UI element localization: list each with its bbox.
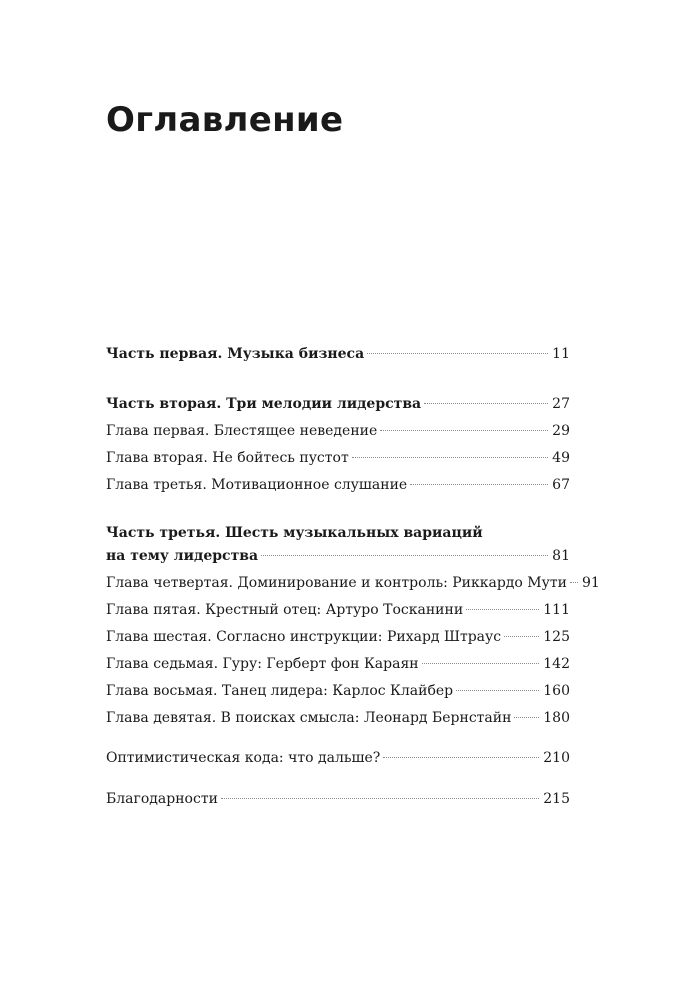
- dot-leader: [383, 757, 539, 758]
- toc-entry-ch8[interactable]: [106, 680, 570, 702]
- toc-entry-ch4[interactable]: [106, 572, 600, 594]
- toc-entry-coda[interactable]: [106, 747, 570, 769]
- toc-entry-part1[interactable]: [106, 343, 570, 365]
- toc-page-number: 91: [581, 575, 600, 591]
- toc-page-number: 49: [552, 450, 570, 466]
- toc-entry-label: Глава вторая. Не бойтесь пустот: [106, 450, 349, 466]
- toc-entry-part3[interactable]: [106, 545, 570, 567]
- toc-entry-label: Часть вторая. Три мелодии лидерства: [106, 396, 422, 412]
- toc-entry-ch7[interactable]: [106, 653, 570, 675]
- dot-leader: [221, 798, 539, 799]
- toc-entry-label: Благодарности: [106, 791, 218, 807]
- toc-page-number: 11: [552, 346, 570, 362]
- toc-entry-label: Глава девятая. В поисках смысла: Леонард Бернстайн: [106, 710, 512, 726]
- toc-page-number: 180: [543, 710, 570, 726]
- toc-page-number: 160: [543, 683, 570, 699]
- toc-page-number: 29: [552, 423, 570, 439]
- toc-entry-label: Глава третья. Мотивационное слушание: [106, 477, 408, 493]
- toc-entry-label: Глава седьмая. Гуру: Герберт фон Караян: [106, 656, 419, 672]
- toc-entry-label: Оптимистическая кода: что дальше?: [106, 750, 381, 766]
- toc-page-number: 67: [552, 477, 570, 493]
- dot-leader: [367, 353, 548, 354]
- toc-page-number: 210: [543, 750, 570, 766]
- dot-leader: [424, 403, 548, 404]
- toc-entry-acknowledgements[interactable]: [106, 788, 570, 810]
- toc-page-number: 111: [543, 602, 570, 618]
- toc-entry-part2[interactable]: [106, 393, 570, 415]
- toc-page-number: 215: [543, 791, 570, 807]
- toc-entry-label: Глава восьмая. Танец лидера: Карлос Клайбер: [106, 683, 454, 699]
- dot-leader: [466, 609, 539, 610]
- toc-entry-label: Глава шестая. Согласно инструкции: Рихард Штраус: [106, 629, 502, 645]
- toc-entry-label: Глава первая. Блестящее неведение: [106, 423, 378, 439]
- toc-entry-ch9[interactable]: [106, 707, 570, 729]
- dot-leader: [352, 457, 548, 458]
- page-title: Оглавление: [106, 100, 344, 140]
- dot-leader: [570, 582, 578, 583]
- toc-entry-label: на тему лидерства: [106, 548, 259, 564]
- toc-entry-label: Часть первая. Музыка бизнеса: [106, 346, 365, 362]
- toc-entry-part3-line1[interactable]: Часть третья. Шесть музыкальных вариаций: [106, 525, 483, 541]
- toc-page-number: 81: [552, 548, 570, 564]
- toc-entry-label: Глава четвертая. Доминирование и контроль: Риккардо Мути: [106, 575, 567, 591]
- toc-entry-ch3[interactable]: [106, 474, 570, 496]
- dot-leader: [410, 484, 548, 485]
- toc-page-number: 142: [543, 656, 570, 672]
- toc-page-number: 27: [552, 396, 570, 412]
- toc-entry-ch1[interactable]: [106, 420, 570, 442]
- toc-entry-ch6[interactable]: [106, 626, 570, 648]
- toc-entry-label: Глава пятая. Крестный отец: Артуро Тосканини: [106, 602, 464, 618]
- toc-entry-ch5[interactable]: [106, 599, 570, 621]
- dot-leader: [504, 636, 539, 637]
- dot-leader: [380, 430, 548, 431]
- dot-leader: [514, 717, 539, 718]
- toc-page-number: 125: [543, 629, 570, 645]
- dot-leader: [261, 555, 548, 556]
- dot-leader: [456, 690, 539, 691]
- dot-leader: [422, 663, 540, 664]
- toc-entry-ch2[interactable]: [106, 447, 570, 469]
